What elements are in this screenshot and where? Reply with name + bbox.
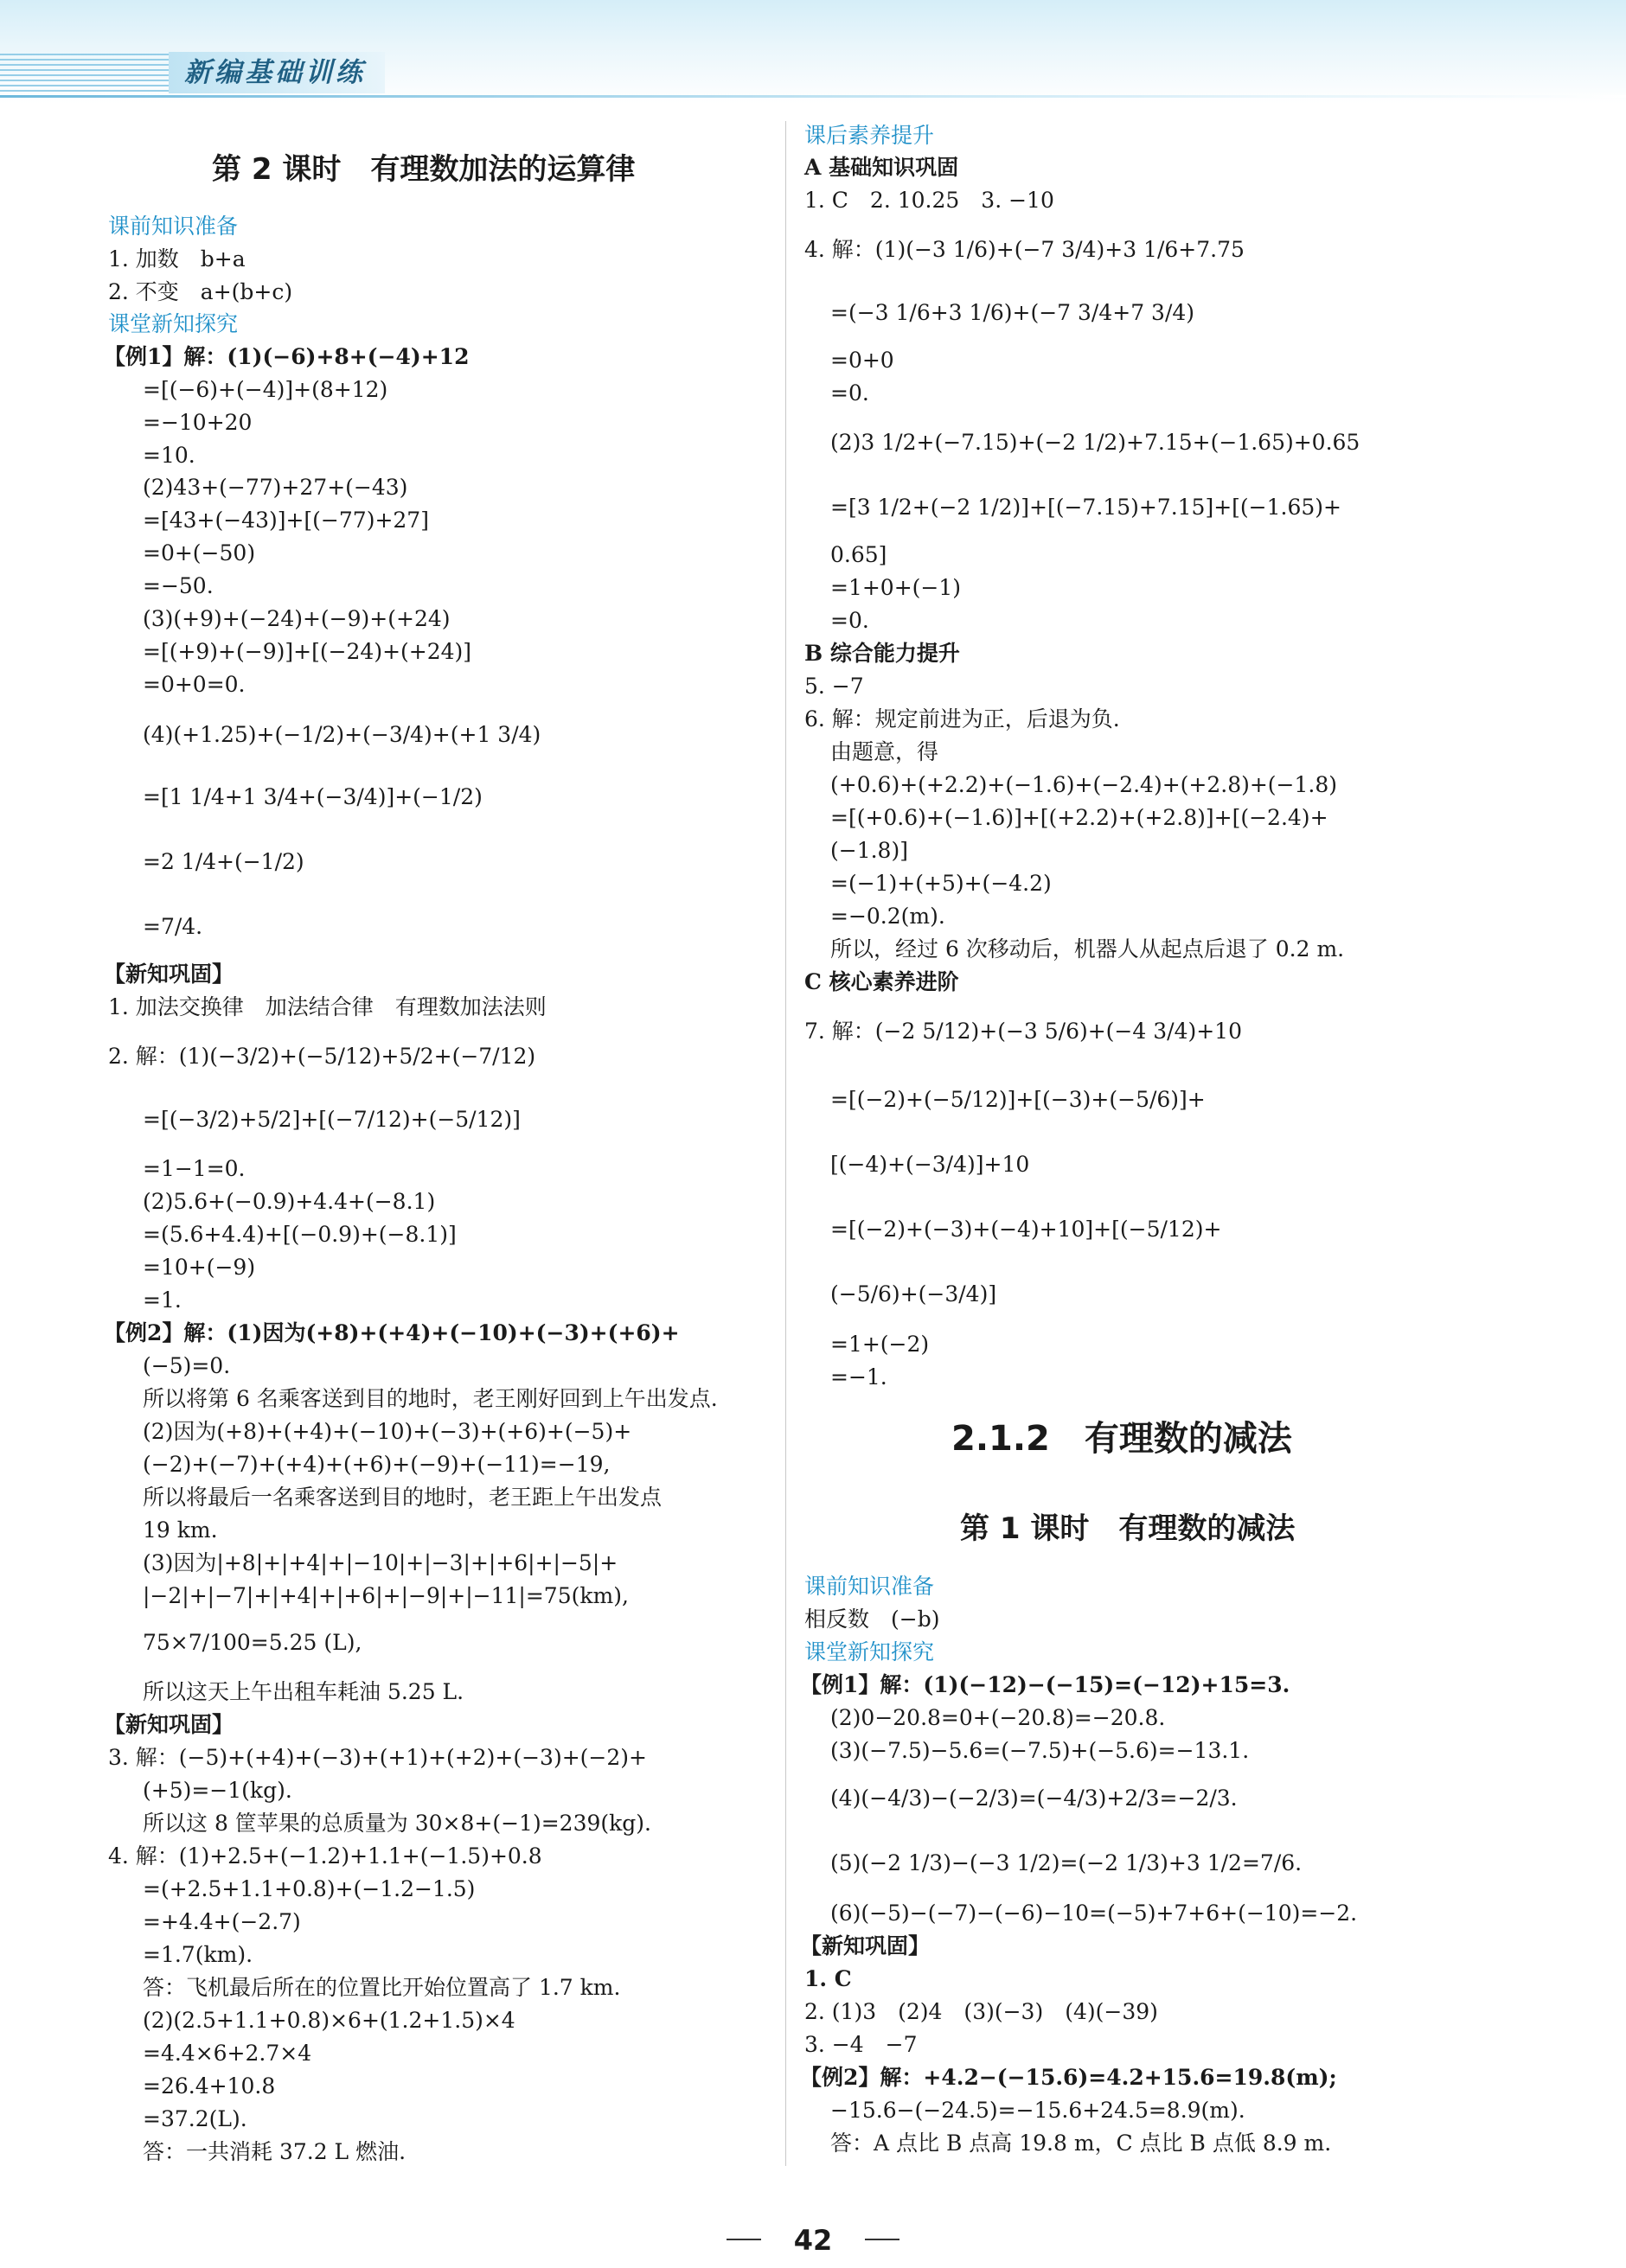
lesson-title: 第 2 课时 有理数加法的运算律	[212, 152, 636, 187]
answer-line: =[(+9)+(−9)]+[(−24)+(+24)]	[143, 639, 472, 664]
answer-line: (3)(−7.5)−5.6=(−7.5)+(−5.6)=−13.1.	[830, 1738, 1250, 1763]
answer-line: =[3 1/2+(−2 1/2)]+[(−7.15)+7.15]+[(−1.65)+	[830, 495, 1341, 520]
answer-line: 由题意，得	[830, 739, 939, 764]
answer-line: (−1.8)]	[830, 838, 908, 863]
answer-line: 19 km.	[143, 1517, 218, 1543]
answer-line: (3)(+9)+(−24)+(−9)+(+24)	[143, 606, 451, 631]
answer-line: =1+(−2)	[830, 1332, 930, 1357]
answer-line: 2. (1)3 (2)4 (3)(−3) (4)(−39)	[804, 1999, 1158, 2024]
answer-line: 答：A 点比 B 点高 19.8 m，C 点比 B 点低 8.9 m.	[830, 2131, 1332, 2156]
answer-line: (2)3 1/2+(−7.15)+(−2 1/2)+7.15+(−1.65)+0.65	[830, 430, 1360, 455]
example-line: 【例1】解：(1)(−6)+8+(−4)+12	[104, 344, 470, 369]
lesson-title: 第 1 课时 有理数的减法	[960, 1511, 1296, 1546]
answer-line: 答：飞机最后所在的位置比开始位置高了 1.7 km.	[143, 1975, 621, 2000]
answer-line: (4)(+1.25)+(−1/2)+(−3/4)+(+1 3/4)	[143, 722, 541, 747]
subsection-heading: 【新知巩固】	[104, 962, 234, 987]
subsection-heading: 【新知巩固】	[104, 1712, 234, 1737]
answer-line: 相反数 (−b)	[804, 1607, 940, 1632]
answer-line: 3. 解：(−5)+(+4)+(−3)+(+1)+(+2)+(−3)+(−2)+	[108, 1745, 647, 1770]
answer-line: =[(−3/2)+5/2]+[(−7/12)+(−5/12)]	[143, 1107, 521, 1132]
answer-line: =[1 1/4+1 3/4+(−3/4)]+(−1/2)	[143, 784, 483, 809]
page-number: 42	[793, 2224, 833, 2257]
answer-line: (3)因为|+8|+|+4|+|−10|+|−3|+|+6|+|−5|+	[143, 1550, 618, 1575]
answer-line: 1. 加数 b+a	[108, 246, 246, 272]
section-heading: 课后素养提升	[804, 123, 935, 148]
answer-line: =26.4+10.8	[143, 2073, 276, 2099]
answer-line: 所以这天上午出租车耗油 5.25 L.	[143, 1679, 464, 1704]
answer-line: (2)因为(+8)+(+4)+(−10)+(−3)+(+6)+(−5)+	[143, 1419, 632, 1444]
answer-line: (2)0−20.8=0+(−20.8)=−20.8.	[830, 1705, 1166, 1730]
answer-line: (2)5.6+(−0.9)+4.4+(−8.1)	[143, 1189, 436, 1214]
answer-line: =1.	[143, 1287, 182, 1313]
answer-line: 2. 不变 a+(b+c)	[108, 279, 293, 304]
page-dash-right	[865, 2239, 899, 2240]
answer-line: =10.	[143, 443, 195, 468]
answer-line: =37.2(L).	[143, 2106, 247, 2131]
answer-line: (2)(2.5+1.1+0.8)×6+(1.2+1.5)×4	[143, 2008, 515, 2033]
section-title: 2.1.2 有理数的减法	[951, 1419, 1292, 1459]
answer-line: =[(−2)+(−3)+(−4)+10]+[(−5/12)+	[830, 1217, 1222, 1242]
answer-line: 0.65]	[830, 542, 887, 567]
answer-line: −15.6−(−24.5)=−15.6+24.5=8.9(m).	[830, 2098, 1245, 2123]
answer-line: 所以，经过 6 次移动后，机器人从起点后退了 0.2 m.	[830, 936, 1345, 962]
answer-line: =[(−6)+(−4)]+(8+12)	[143, 377, 388, 402]
answer-line: 4. 解：(1)(−3 1/6)+(−7 3/4)+3 1/6+7.75	[804, 237, 1245, 262]
answer-line: 2. 解：(1)(−3/2)+(−5/12)+5/2+(−7/12)	[108, 1044, 536, 1069]
example-line: 【例2】解：+4.2−(−15.6)=4.2+15.6=19.8(m);	[800, 2065, 1337, 2090]
answer-line: (5)(−2 1/3)−(−3 1/2)=(−2 1/3)+3 1/2=7/6.	[830, 1850, 1303, 1875]
answer-line: =1+0+(−1)	[830, 575, 962, 600]
example-line: 【例1】解：(1)(−12)−(−15)=(−12)+15=3.	[800, 1672, 1290, 1697]
answer-line: =[(−2)+(−5/12)]+[(−3)+(−5/6)]+	[830, 1087, 1206, 1112]
subsection-heading: C 核心素养进阶	[804, 969, 959, 994]
answer-line: 所以这 8 筐苹果的总质量为 30×8+(−1)=239(kg).	[143, 1811, 651, 1836]
header-stripes	[0, 54, 169, 95]
series-name: 新编基础训练	[169, 52, 385, 93]
header-rule	[0, 95, 1626, 98]
answer-line: 1. C 2. 10.25 3. −10	[804, 188, 1054, 213]
answer-line: 5. −7	[804, 674, 864, 699]
answer-line: =10+(−9)	[143, 1255, 256, 1280]
answer-line: 3. −4 −7	[804, 2032, 918, 2057]
subsection-heading: B 综合能力提升	[804, 641, 960, 666]
answer-line: =0.	[830, 608, 869, 633]
section-heading: 课前知识准备	[804, 1574, 935, 1599]
answer-line: =[(+0.6)+(−1.6)]+[(+2.2)+(+2.8)]+[(−2.4)+	[830, 805, 1328, 830]
answer-line: =1.7(km).	[143, 1942, 253, 1967]
answer-line: (−2)+(−7)+(+4)+(+6)+(−9)+(−11)=−19,	[143, 1452, 611, 1477]
answer-line: 答：一共消耗 37.2 L 燃油.	[143, 2139, 406, 2164]
answer-line: (+5)=−1(kg).	[143, 1778, 292, 1803]
example-line: 【例2】解：(1)因为(+8)+(+4)+(−10)+(−3)+(+6)+	[104, 1320, 680, 1345]
answer-line: (2)43+(−77)+27+(−43)	[143, 475, 408, 500]
answer-line: =[43+(−43)]+[(−77)+27]	[143, 508, 429, 533]
answer-line: =(5.6+4.4)+[(−0.9)+(−8.1)]	[143, 1222, 457, 1247]
answer-line: 7. 解：(−2 5/12)+(−3 5/6)+(−4 3/4)+10	[804, 1019, 1242, 1044]
answer-line: =0+0	[830, 348, 894, 373]
subsection-heading: A 基础知识巩固	[804, 155, 959, 180]
answer-line: 所以将第 6 名乘客送到目的地时，老王刚好回到上午出发点.	[143, 1386, 718, 1411]
section-heading: 课堂新知探究	[804, 1639, 935, 1664]
answer-line: (4)(−4/3)−(−2/3)=(−4/3)+2/3=−2/3.	[830, 1786, 1238, 1811]
answer-line: =0.	[830, 380, 869, 406]
answer-line: =7/4.	[143, 914, 203, 939]
answer-line: =(−3 1/6+3 1/6)+(−7 3/4+7 3/4)	[830, 300, 1195, 325]
answer-line: |−2|+|−7|+|+4|+|+6|+|−9|+|−11|=75(km),	[143, 1583, 629, 1608]
section-heading: 课堂新知探究	[108, 311, 239, 336]
answer-line: =(−1)+(+5)+(−4.2)	[830, 871, 1052, 896]
answer-line: 4. 解：(1)+2.5+(−1.2)+1.1+(−1.5)+0.8	[108, 1843, 542, 1869]
section-heading: 课前知识准备	[108, 214, 239, 239]
answer-line: 6. 解：规定前进为正，后退为负.	[804, 706, 1120, 732]
answer-line: (−5)=0.	[143, 1353, 231, 1378]
answer-line: 1. C	[804, 1966, 852, 1991]
answer-line: =+4.4+(−2.7)	[143, 1909, 301, 1934]
answer-line: =−0.2(m).	[830, 904, 945, 929]
answer-line: =0+0=0.	[143, 672, 246, 697]
answer-line: [(−4)+(−3/4)]+10	[830, 1152, 1030, 1177]
answer-line: 75×7/100=5.25 (L),	[143, 1630, 362, 1655]
column-divider	[785, 121, 786, 2166]
answer-line: (6)(−5)−(−7)−(−6)−10=(−5)+7+6+(−10)=−2.	[830, 1901, 1358, 1926]
answer-line: =4.4×6+2.7×4	[143, 2041, 312, 2066]
answer-line: (−5/6)+(−3/4)]	[830, 1281, 997, 1306]
answer-line: =−1.	[830, 1364, 887, 1390]
subsection-heading: 【新知巩固】	[800, 1933, 931, 1958]
answer-line: =(+2.5+1.1+0.8)+(−1.2−1.5)	[143, 1876, 476, 1901]
answer-line: 1. 加法交换律 加法结合律 有理数加法法则	[108, 994, 547, 1019]
answer-line: (+0.6)+(+2.2)+(−1.6)+(−2.4)+(+2.8)+(−1.8)	[830, 772, 1338, 797]
answer-line: =−50.	[143, 573, 214, 598]
answer-line: 所以将最后一名乘客送到目的地时，老王距上午出发点	[143, 1485, 663, 1510]
answer-line: =−10+20	[143, 410, 253, 435]
answer-line: =1−1=0.	[143, 1156, 246, 1181]
answer-line: =2 1/4+(−1/2)	[143, 849, 304, 874]
answer-line: =0+(−50)	[143, 540, 256, 565]
